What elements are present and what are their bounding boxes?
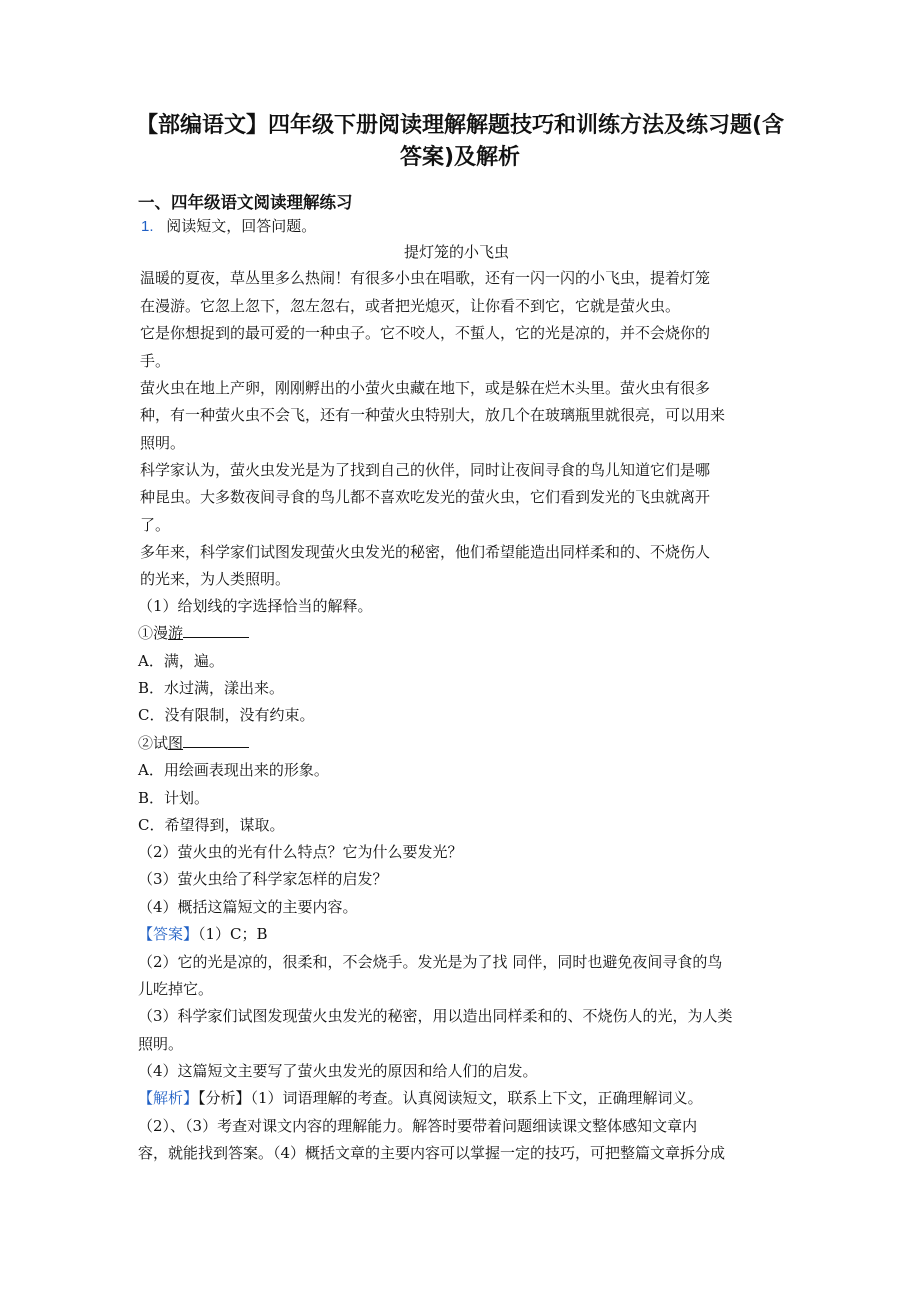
item-1-option-a: A．满，遍。: [138, 652, 224, 670]
analysis-line-3: 容，就能找到答案。（4）概括文章的主要内容可以掌握一定的技巧，可把整篇文章拆分成: [138, 1144, 726, 1162]
title-line-1: 【部编语文】四年级下册阅读理解解题技巧和训练方法及练习题(含: [135, 113, 785, 138]
item-2-option-c: C．希望得到，谋取。: [138, 816, 285, 834]
sub-question-1: （1）给划线的字选择恰当的解释。: [138, 597, 373, 615]
passage-line: 种昆虫。大多数夜间寻食的鸟儿都不喜欢吃发光的萤火虫，它们看到发光的飞虫就离开: [140, 488, 711, 506]
item-2-prefix: 试: [153, 734, 169, 752]
question-prompt-line: [141, 216, 316, 237]
item-1-underlined-word: 游: [168, 624, 184, 642]
answer-2-line-2: 儿吃掉它。: [138, 980, 214, 998]
passage-line: 它是你想捉到的最可爱的一种虫子。它不咬人，不蜇人，它的光是凉的，并不会烧你的: [140, 324, 711, 342]
sub-question-4: （4）概括这篇短文的主要内容。: [138, 898, 358, 916]
analysis-tag: 【解析】: [138, 1089, 199, 1107]
answer-blank-1[interactable]: [183, 623, 249, 638]
answer-3-line-2: 照明。: [138, 1035, 184, 1053]
title-line-2: 答案)及解析: [399, 145, 521, 170]
answer-1: （1）C；B: [198, 925, 268, 943]
passage-line: 手。: [140, 352, 171, 370]
passage-line: 温暖的夏夜，草丛里多么热闹！有很多小虫在唱歌，还有一闪一闪的小飞虫，提着灯笼: [140, 269, 711, 287]
passage-line: 的光来，为人类照明。: [140, 570, 291, 588]
answer-line-1: [138, 924, 268, 944]
answer-2-line-1: （2）它的光是凉的，很柔和，不会烧手。发光是为了找 同伴，同时也避免夜间寻食的鸟: [138, 953, 723, 971]
passage-line: 种，有一种萤火虫不会飞，还有一种萤火虫特别大，放几个在玻璃瓶里就很亮，可以用来: [140, 406, 726, 424]
answer-3-line-1: （3）科学家们试图发现萤火虫发光的秘密，用以造出同样柔和的、不烧伤人的光，为人类: [138, 1007, 733, 1025]
analysis-line-1: [138, 1088, 703, 1108]
item-2-option-b: B．计划。: [138, 789, 210, 807]
answer-tag: 【答案】: [138, 925, 199, 943]
answer-blank-2[interactable]: [183, 733, 249, 748]
analysis-line-2: （2）、（3）考查对课文内容的理解能力。解答时要带着问题细读课文整体感知文章内: [138, 1117, 698, 1135]
item-1-option-c: C．没有限制，没有约束。: [138, 706, 315, 724]
item-1-option-b: B．水过满，漾出来。: [138, 679, 285, 697]
item-2: [138, 733, 249, 753]
passage-title: 提灯笼的小飞虫: [404, 243, 510, 261]
passage-line: 在漫游。它忽上忽下，忽左忽右，或者把光熄灭，让你看不到它，它就是萤火虫。: [140, 297, 681, 315]
passage-line: 科学家认为，萤火虫发光是为了找到自己的伙伴，同时让夜间寻食的鸟儿知道它们是哪: [140, 461, 711, 479]
sub-question-3: （3）萤火虫给了科学家怎样的启发？: [138, 870, 388, 888]
analysis-text-1: 【分析】（1）词语理解的考查。认真阅读短文，联系上下文，正确理解词义。: [198, 1089, 703, 1107]
passage-line: 了。: [140, 516, 171, 534]
item-1-number: ①: [138, 624, 154, 642]
passage-line: 萤火虫在地上产卵，刚刚孵出的小萤火虫藏在地下，或是躲在烂木头里。萤火虫有很多: [140, 379, 711, 397]
document-title: [110, 110, 810, 174]
item-1: [138, 623, 249, 643]
passage-line: 照明。: [140, 434, 186, 452]
question-number: 1.: [141, 218, 154, 235]
passage-line: 多年来，科学家们试图发现萤火虫发光的秘密，他们希望能造出同样柔和的、不烧伤人: [140, 543, 711, 561]
sub-question-2: （2）萤火虫的光有什么特点？它为什么要发光？: [138, 843, 463, 861]
item-2-number: ②: [138, 734, 154, 752]
section-heading: 一、四年级语文阅读理解练习: [138, 193, 353, 212]
item-2-underlined-word: 图: [168, 734, 184, 752]
item-2-option-a: A．用绘画表现出来的形象。: [138, 761, 329, 779]
answer-4: （4）这篇短文主要写了萤火虫发光的原因和给人们的启发。: [138, 1062, 538, 1080]
question-prompt: 阅读短文，回答问题。: [166, 217, 317, 235]
item-1-prefix: 漫: [153, 624, 169, 642]
